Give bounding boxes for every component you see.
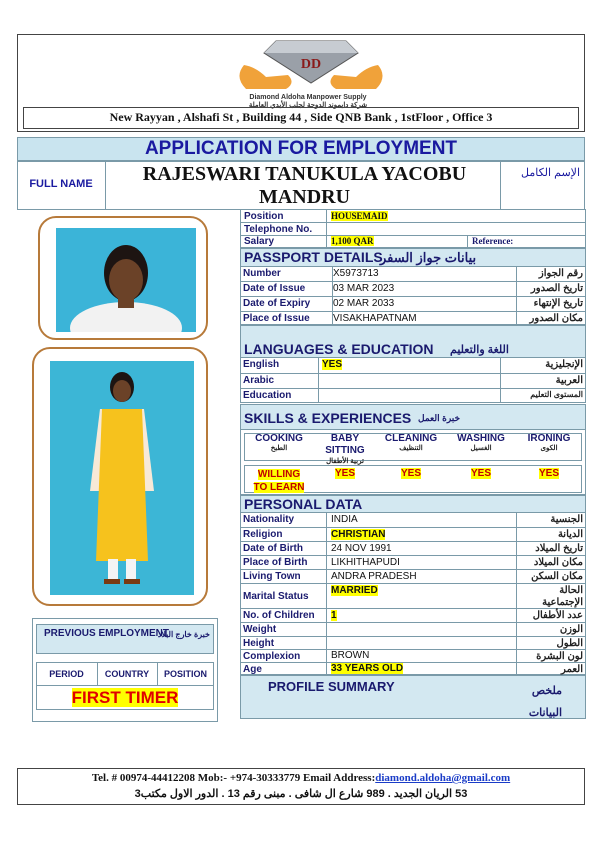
footer-contact [17,772,585,784]
skill-cleaning-label: CLEANING [384,433,438,444]
height-label: Height [243,638,275,649]
passport-title-arabic: بيانات جواز السفر [380,250,477,265]
language-row [240,388,586,403]
living-town-arabic: مكان السكن [531,571,583,582]
skills-title: SKILLS & EXPERIENCES [244,410,412,426]
education-label: Education [243,390,292,401]
living-town-label: Living Town [243,571,301,582]
languages-title: LANGUAGES & EDUCATION [244,341,434,357]
company-name-arabic: شركة دايموند الدوحة لجلب الأيدي العاملة [248,102,368,109]
full-name-value: RAJESWARI TANUKULA YACOBU MANDRU [142,163,467,208]
passport-number-arabic: رقم الجواز [538,268,583,279]
skill-cleaning [378,433,444,452]
footer-address-arabic: 53 الريان الجديد . 989 شارع ال شافى . مبنى رقم 13 . الدور الاول مكتب3 [134,788,468,800]
living-town-value: ANDRA PRADESH [331,571,417,582]
skill-babysitting [314,433,376,465]
age-arabic: العمر [561,664,583,675]
skill-cooking-label: COOKING [255,433,303,444]
passport-row [240,267,586,281]
issue-place-value: VISAKHAPATNAM [333,313,417,324]
footer-email-link[interactable]: diamond.aldoha@gmail.com [375,772,511,784]
complexion-value: BROWN [331,650,370,661]
religion-arabic: الديانة [557,529,583,540]
passport-row [240,296,586,311]
personal-row [240,636,586,649]
personal-row [240,541,586,555]
arabic-label: Arabic [243,375,275,386]
personal-row [240,513,586,527]
skill-washing-value: YES [470,468,491,479]
age-label: Age [243,664,262,675]
passport-number-label: Number [243,268,281,279]
portrait-photo [56,228,196,332]
country-column-header: COUNTRY [104,669,150,679]
company-address-text: New Rayyan , Alshafi St , Building 44 , Side QNB Bank , 1stFloor , Office 3 [109,110,493,124]
page-title: APPLICATION FOR EMPLOYMENT [144,138,458,159]
first-timer-value: FIRST TIMER [71,688,179,707]
nationality-label: Nationality [243,514,295,525]
children-label: No. of Children [243,610,315,621]
marital-status-value: MARRIED [331,585,378,596]
skill-ironing-value: YES [538,468,559,479]
education-arabic: المستوى التعليم [530,390,583,399]
skill-cooking-value: WILLING TO LEARN [253,469,305,493]
english-value: YES [322,359,343,370]
issue-date-arabic: تاريخ الصدور [530,283,583,294]
skills-title-arabic: خبرة العمل [418,413,461,423]
passport-title: PASSPORT DETAILS [244,249,383,265]
complexion-arabic: لون البشرة [536,651,583,662]
birth-date-label: Date of Birth [243,543,303,554]
company-name: Diamond Aldoha Manpower Supply [249,94,367,101]
language-row [240,373,586,388]
personal-row [240,662,586,675]
skill-cooking [246,433,312,452]
nationality-arabic: الجنسية [550,514,583,525]
personal-row [240,527,586,541]
personal-row [240,608,586,622]
position-column-header: POSITION [163,669,207,679]
period-column-header: PERIOD [49,669,84,679]
issue-place-label: Place of Issue [243,313,310,324]
skill-ironing-arabic: الكوى [540,445,558,452]
full-body-photo [50,361,194,595]
religion-label: Religion [243,529,283,540]
skill-ironing-label: IRONING [527,433,571,444]
passport-row [240,281,586,296]
nationality-value: INDIA [331,514,358,525]
issue-date-label: Date of Issue [243,283,306,294]
children-arabic: عدد الأطفال [532,610,583,621]
skill-cooking-arabic: الطبخ [270,445,288,452]
company-address [23,110,579,125]
personal-row [240,555,586,569]
skill-ironing [516,433,582,452]
skill-cleaning-value: YES [400,468,421,479]
personal-row [240,649,586,662]
position-label: Position [244,211,284,222]
issue-place-arabic: مكان الصدور [529,313,583,324]
company-logo [226,37,396,95]
salary-label: Salary [244,236,275,247]
skill-babysitting-arabic: تربية الأطفال [326,458,364,465]
personal-row [240,569,586,583]
birth-place-arabic: مكان الميلاد [533,557,583,568]
photo-frame-portrait [38,216,208,340]
height-arabic: الطول [556,638,583,649]
religion-value: CHRISTIAN [331,529,386,540]
svg-text:DD: DD [300,57,322,72]
personal-title: PERSONAL DATA [244,496,363,512]
marital-status-arabic: الحالة الإجتماعية [542,585,583,608]
skill-washing-label: WASHING [457,433,505,444]
passport-number-value: X5973713 [333,268,379,279]
languages-title-arabic: اللغة والتعليم [450,344,509,356]
complexion-label: Complexion [243,651,301,662]
personal-row [240,622,586,636]
expiry-date-label: Date of Expiry [243,298,311,309]
salary-value: 1,100 QAR [331,236,374,246]
language-row [240,358,586,373]
birth-place-label: Place of Birth [243,557,308,568]
personal-row [240,583,586,608]
position-value: HOUSEMAID [331,211,388,221]
weight-arabic: الوزن [559,624,583,635]
passport-row [240,311,586,325]
english-label: English [243,359,280,370]
birth-place-value: LIKHITHAPUDI [331,557,400,568]
telephone-label: Telephone No. [244,224,313,235]
full-name-label: FULL NAME [29,178,93,190]
profile-summary-title: PROFILE SUMMARY [268,679,395,694]
marital-status-label: Marital Status [243,591,309,602]
skill-washing-arabic: الغسيل [470,445,492,452]
birth-date-value: 24 NOV 1991 [331,543,392,554]
issue-date-value: 03 MAR 2023 [333,283,395,294]
reference-label: Reference: [472,236,514,246]
expiry-date-value: 02 MAR 2033 [333,298,395,309]
weight-label: Weight [243,624,277,635]
photo-frame-full [32,347,208,606]
children-value: 1 [331,610,337,621]
skill-babysitting-label: BABY SITTING [325,433,365,456]
english-arabic: الإنجليزية [545,359,583,370]
arabic-arabic: العربية [555,375,583,386]
previous-employment-title: PREVIOUS EMPLOYMENT [44,628,170,639]
skill-washing [448,433,514,452]
skill-cleaning-arabic: التنظيف [399,445,423,452]
previous-employment-title-arabic: خبرة خارج البلاد [157,630,210,639]
expiry-date-arabic: تاريخ الإنتهاء [533,298,583,309]
profile-summary-title-arabic: ملخص البيانات [528,685,562,719]
skill-babysitting-value: YES [334,468,355,479]
full-name-label-arabic: الإسم الكامل [521,167,580,179]
birth-date-arabic: تاريخ الميلاد [535,543,583,554]
age-value: 33 YEARS OLD [331,663,404,674]
letterhead [17,34,585,132]
footer-phone: Tel. # 00974-44412208 Mob:- +974-30333779 Email Address: [91,772,376,784]
